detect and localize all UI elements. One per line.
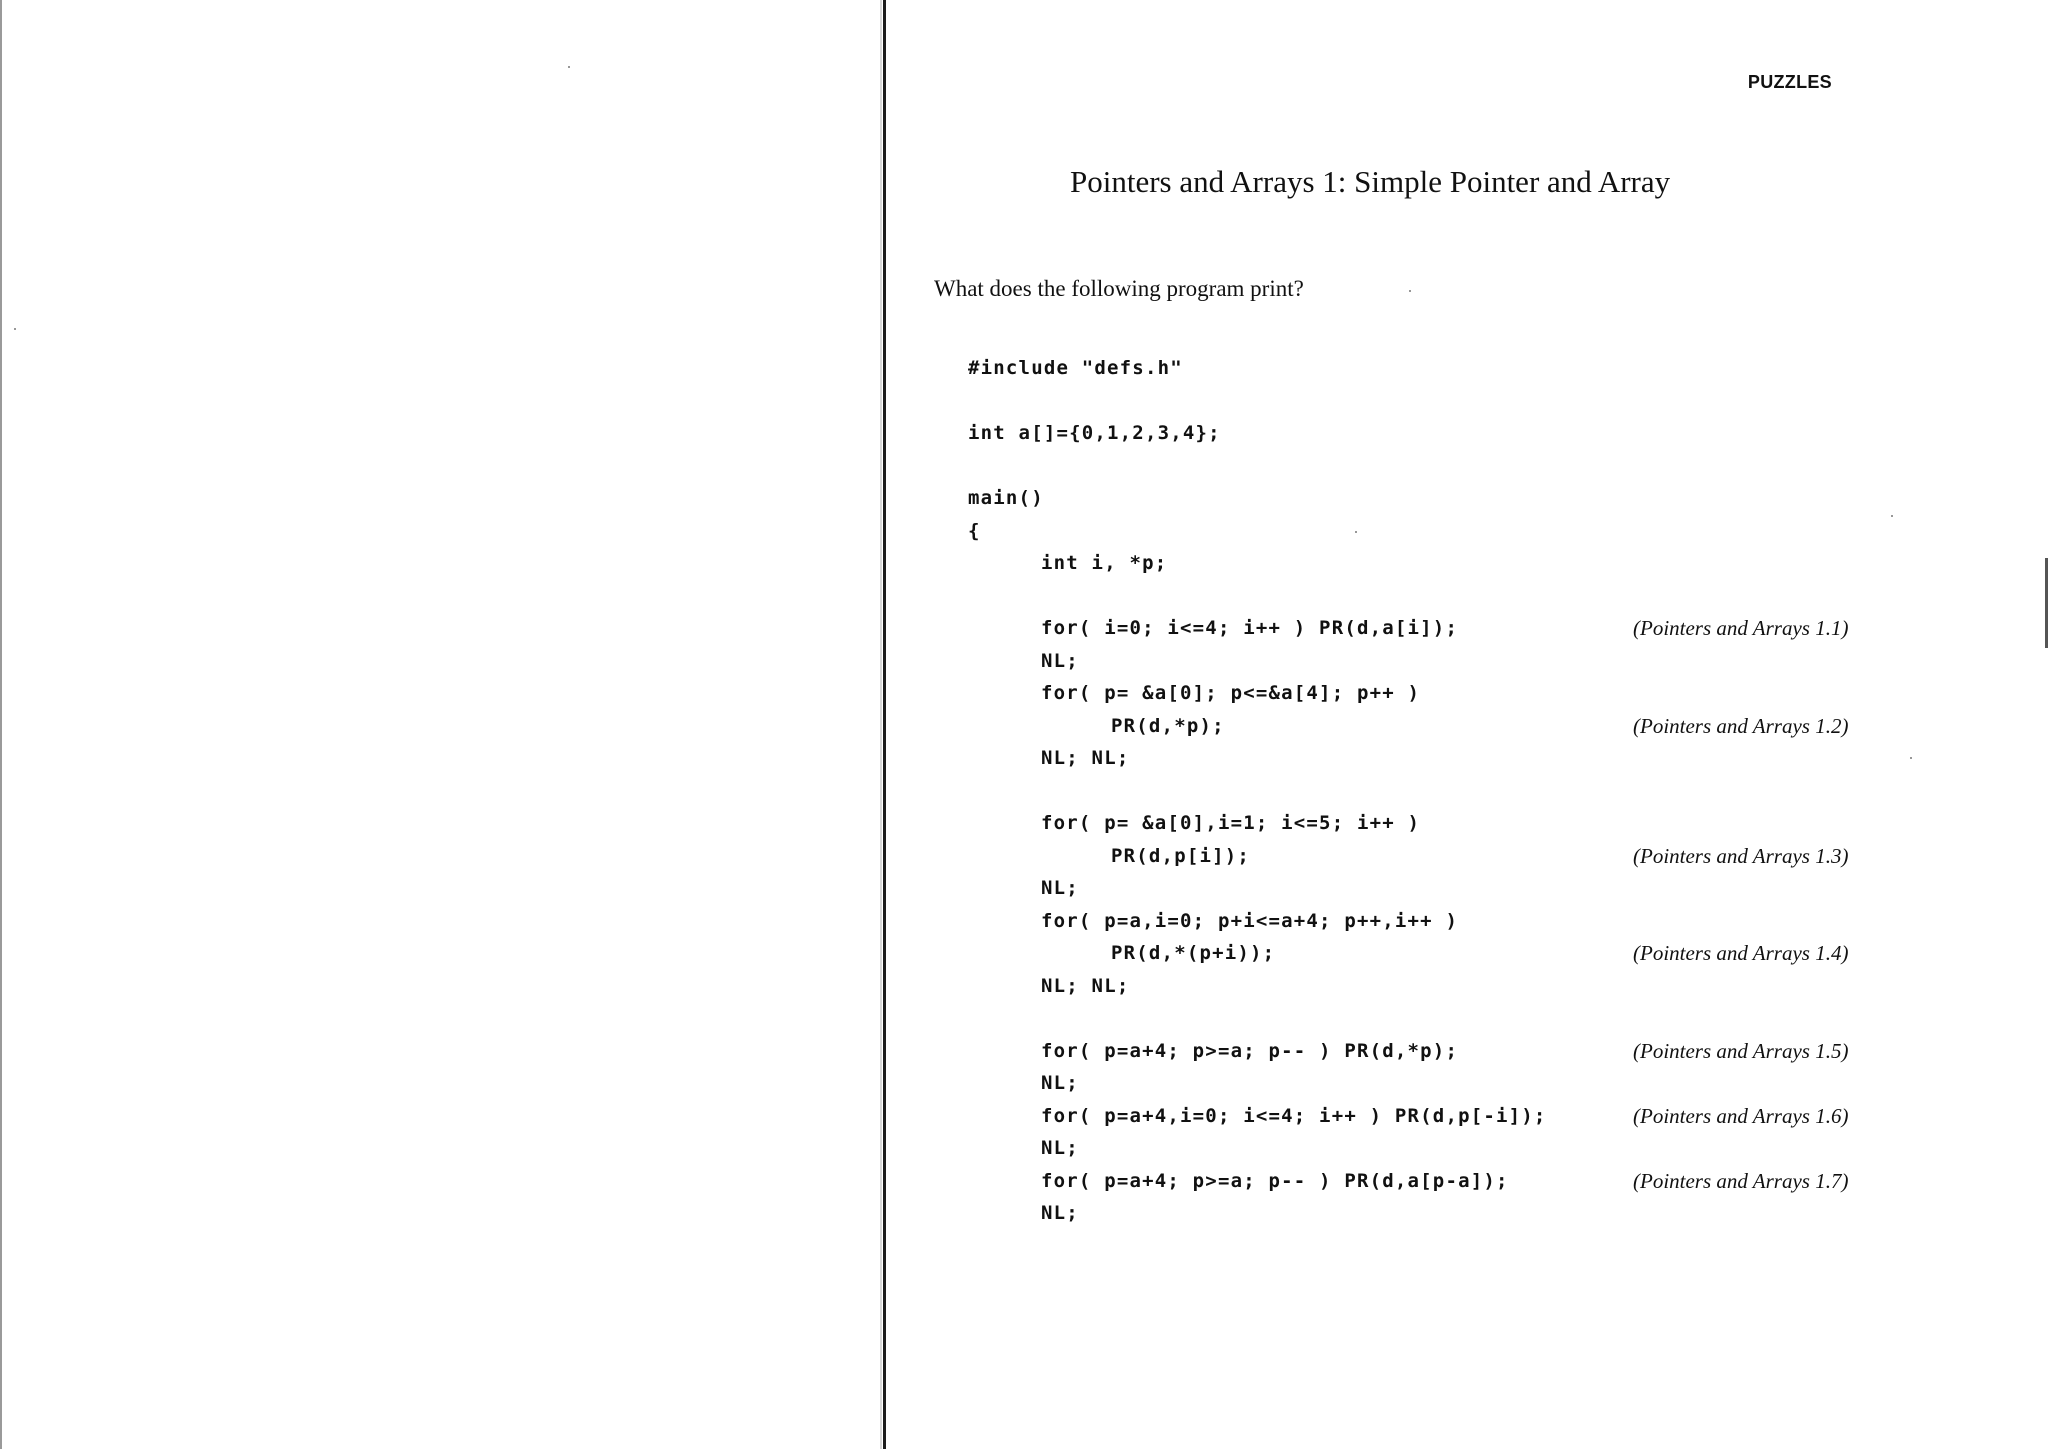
code-text: NL; bbox=[1041, 1137, 1079, 1159]
code-text: PR(d,*p); bbox=[1111, 714, 1225, 737]
code-text: NL; NL; bbox=[1041, 974, 1130, 997]
code-line bbox=[968, 450, 2028, 483]
book-gutter-shadow bbox=[880, 0, 882, 1449]
code-line bbox=[968, 775, 2028, 808]
code-text: PR(d,*(p+i)); bbox=[1111, 942, 1276, 964]
code-text: for( p=a+4; p>=a; p-- ) PR(d,a[p-a]); bbox=[1041, 1169, 1509, 1192]
code-line bbox=[968, 515, 2028, 548]
code-line bbox=[968, 1002, 2028, 1035]
code-line bbox=[968, 677, 2028, 710]
code-line bbox=[968, 872, 2028, 905]
code-text: NL; bbox=[1041, 877, 1079, 899]
code-line bbox=[968, 937, 2028, 970]
code-line bbox=[968, 612, 2028, 645]
page-title: Pointers and Arrays 1: Simple Pointer and Array bbox=[1070, 164, 1671, 199]
code-text: for( i=0; i<=4; i++ ) PR(d,a[i]); bbox=[1041, 617, 1459, 639]
code-text: for( p=a+4; p>=a; p-- ) PR(d,*p); bbox=[1041, 1039, 1459, 1062]
code-text: NL; NL; bbox=[1041, 747, 1130, 769]
code-line bbox=[968, 905, 2028, 938]
code-line bbox=[968, 1197, 2028, 1230]
scan-speck bbox=[14, 328, 16, 330]
code-line bbox=[968, 970, 2028, 1003]
puzzle-reference-label: (Pointers and Arrays 1.4) bbox=[1633, 941, 1849, 965]
running-head: PUZZLES bbox=[1747, 72, 1832, 92]
code-line bbox=[968, 417, 2028, 450]
code-text: for( p= &a[0]; p<=&a[4]; p++ ) bbox=[1041, 682, 1421, 704]
code-text: { bbox=[968, 519, 981, 542]
code-line bbox=[968, 742, 2028, 775]
code-line bbox=[968, 1100, 2028, 1133]
scan-left-edge bbox=[0, 0, 2, 1449]
puzzle-reference-label: (Pointers and Arrays 1.2) bbox=[1633, 713, 1849, 738]
book-gutter bbox=[883, 0, 886, 1449]
code-line bbox=[968, 482, 2028, 515]
code-listing bbox=[968, 352, 2028, 1230]
scan-speck bbox=[1409, 290, 1411, 292]
puzzle-reference-label: (Pointers and Arrays 1.5) bbox=[1633, 1038, 1849, 1063]
code-line bbox=[968, 1035, 2028, 1068]
code-text: for( p=a,i=0; p+i<=a+4; p++,i++ ) bbox=[1041, 909, 1459, 932]
code-text: NL; bbox=[1041, 1072, 1079, 1094]
code-line bbox=[968, 385, 2028, 418]
code-line bbox=[968, 807, 2028, 840]
code-text: int a[]={0,1,2,3,4}; bbox=[968, 422, 1221, 444]
code-text: main() bbox=[968, 487, 1044, 509]
code-text: #include "defs.h" bbox=[968, 357, 1183, 379]
code-text: for( p=a+4,i=0; i<=4; i++ ) PR(d,p[-i]); bbox=[1041, 1104, 1547, 1127]
code-text: NL; bbox=[1041, 1202, 1079, 1224]
code-line bbox=[968, 1165, 2028, 1198]
code-line bbox=[968, 645, 2028, 678]
scan-speck bbox=[568, 66, 570, 68]
puzzle-reference-label: (Pointers and Arrays 1.6) bbox=[1633, 1103, 1849, 1128]
code-text: NL; bbox=[1041, 649, 1079, 672]
code-text: for( p= &a[0],i=1; i<=5; i++ ) bbox=[1041, 812, 1421, 834]
puzzle-reference-label: (Pointers and Arrays 1.7) bbox=[1633, 1168, 1849, 1193]
puzzle-reference-label: (Pointers and Arrays 1.3) bbox=[1633, 843, 1849, 868]
code-line bbox=[968, 1067, 2028, 1100]
code-line bbox=[968, 547, 2028, 580]
code-line bbox=[968, 1132, 2028, 1165]
code-text: PR(d,p[i]); bbox=[1111, 844, 1251, 867]
code-line bbox=[968, 840, 2028, 873]
code-text: int i, *p; bbox=[1041, 552, 1168, 574]
puzzle-reference-label: (Pointers and Arrays 1.1) bbox=[1633, 616, 1849, 640]
code-line bbox=[968, 352, 2028, 385]
code-line bbox=[968, 710, 2028, 743]
code-line bbox=[968, 580, 2028, 613]
question-text: What does the following program print? bbox=[934, 276, 1304, 301]
